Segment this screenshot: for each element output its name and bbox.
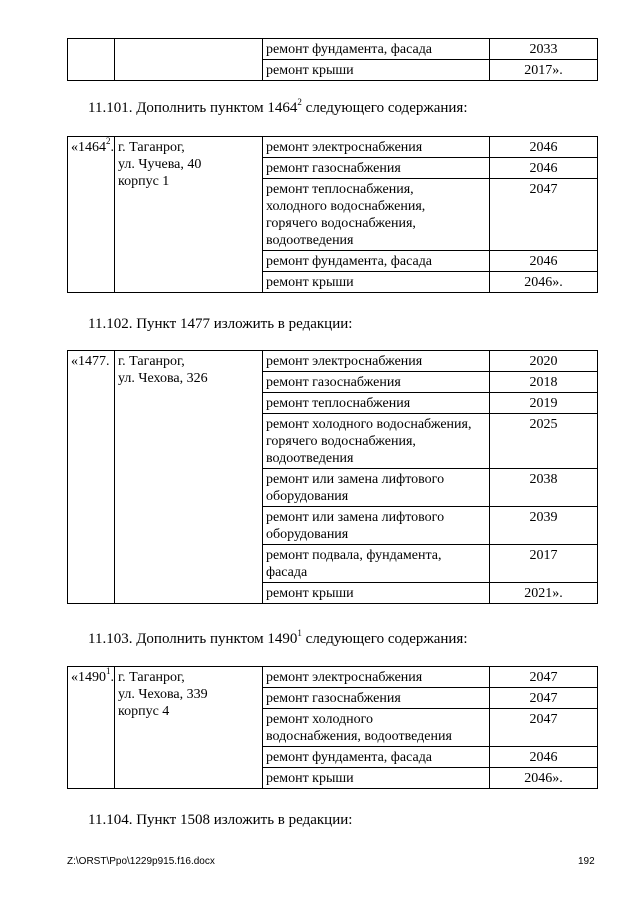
footer-file-path: Z:\ORST\Ppo\1229p915.f16.docx bbox=[67, 856, 215, 867]
year-cell: 2021». bbox=[490, 583, 598, 604]
item-number-cell: «1477. bbox=[68, 351, 115, 604]
superscript: 1 bbox=[106, 666, 111, 677]
superscript: 2 bbox=[297, 97, 302, 107]
work-cell: ремонт газоснабжения bbox=[263, 372, 490, 393]
item-number-suffix: . bbox=[110, 140, 114, 155]
paragraph-text: следующего содержания: bbox=[301, 631, 468, 647]
address-cell bbox=[115, 39, 263, 81]
work-cell: ремонт холодного водоснабжения, водоотведения bbox=[263, 709, 490, 747]
year-cell: 2046 bbox=[490, 747, 598, 768]
work-cell: ремонт фундамента, фасада bbox=[263, 39, 490, 60]
item-number-cell bbox=[68, 39, 115, 81]
paragraph-11-104: 11.104. Пункт 1508 изложить в редакции: bbox=[88, 812, 353, 828]
address-cell: г. Таганрог, ул. Чехова, 339 корпус 4 bbox=[115, 667, 263, 789]
superscript: 2 bbox=[106, 136, 111, 147]
year-cell: 2047 bbox=[490, 688, 598, 709]
work-cell: ремонт теплоснабжения bbox=[263, 393, 490, 414]
paragraph-text: 11.101. Дополнить пунктом 1464 bbox=[88, 100, 298, 116]
year-cell: 2017». bbox=[490, 60, 598, 81]
year-cell: 2047 bbox=[490, 709, 598, 747]
paragraph-11-102: 11.102. Пункт 1477 изложить в редакции: bbox=[88, 316, 353, 332]
year-cell: 2046 bbox=[490, 137, 598, 158]
year-cell: 2046». bbox=[490, 272, 598, 293]
year-cell: 2038 bbox=[490, 469, 598, 507]
year-cell: 2039 bbox=[490, 507, 598, 545]
paragraph-text: 11.103. Дополнить пунктом 1490 bbox=[88, 631, 298, 647]
work-cell: ремонт газоснабжения bbox=[263, 688, 490, 709]
work-cell: ремонт газоснабжения bbox=[263, 158, 490, 179]
work-cell: ремонт крыши bbox=[263, 768, 490, 789]
superscript: 1 bbox=[297, 628, 302, 638]
year-cell: 2020 bbox=[490, 351, 598, 372]
work-cell: ремонт или замена лифтового оборудования bbox=[263, 507, 490, 545]
item-number: «1490 bbox=[71, 670, 106, 685]
item-number-cell bbox=[68, 667, 115, 789]
year-cell: 2019 bbox=[490, 393, 598, 414]
work-cell: ремонт фундамента, фасада bbox=[263, 747, 490, 768]
table-continuation bbox=[67, 38, 598, 81]
item-number-suffix: . bbox=[110, 670, 114, 685]
item-number-cell bbox=[68, 137, 115, 293]
year-cell: 2047 bbox=[490, 667, 598, 688]
work-cell: ремонт крыши bbox=[263, 583, 490, 604]
year-cell: 2018 bbox=[490, 372, 598, 393]
work-cell: ремонт фундамента, фасада bbox=[263, 251, 490, 272]
address-cell: г. Таганрог, ул. Чехова, 326 bbox=[115, 351, 263, 604]
table-row bbox=[68, 137, 598, 158]
work-cell: ремонт электроснабжения bbox=[263, 137, 490, 158]
table-item-1477 bbox=[67, 350, 598, 604]
work-cell: ремонт холодного водоснабжения, горячего водоснабжения, водоотведения bbox=[263, 414, 490, 469]
work-cell: ремонт или замена лифтового оборудования bbox=[263, 469, 490, 507]
work-cell: ремонт электроснабжения bbox=[263, 351, 490, 372]
table-item-1490 bbox=[67, 666, 598, 789]
table-row bbox=[68, 39, 598, 60]
work-cell: ремонт крыши bbox=[263, 60, 490, 81]
address-cell: г. Таганрог, ул. Чучева, 40 корпус 1 bbox=[115, 137, 263, 293]
year-cell: 2047 bbox=[490, 179, 598, 251]
table-row bbox=[68, 667, 598, 688]
work-cell: ремонт подвала, фундамента, фасада bbox=[263, 545, 490, 583]
year-cell: 2046 bbox=[490, 251, 598, 272]
page-number: 192 bbox=[578, 856, 595, 867]
item-number: «1464 bbox=[71, 140, 106, 155]
paragraph-11-101 bbox=[88, 99, 468, 117]
year-cell: 2033 bbox=[490, 39, 598, 60]
work-cell: ремонт крыши bbox=[263, 272, 490, 293]
table-row bbox=[68, 351, 598, 372]
year-cell: 2025 bbox=[490, 414, 598, 469]
work-cell: ремонт теплоснабжения, холодного водоснабжения, горячего водоснабжения, водоотведения bbox=[263, 179, 490, 251]
paragraph-11-103 bbox=[88, 630, 468, 648]
year-cell: 2017 bbox=[490, 545, 598, 583]
year-cell: 2046». bbox=[490, 768, 598, 789]
work-cell: ремонт электроснабжения bbox=[263, 667, 490, 688]
table-item-1464 bbox=[67, 136, 598, 293]
year-cell: 2046 bbox=[490, 158, 598, 179]
paragraph-text: следующего содержания: bbox=[301, 100, 468, 116]
